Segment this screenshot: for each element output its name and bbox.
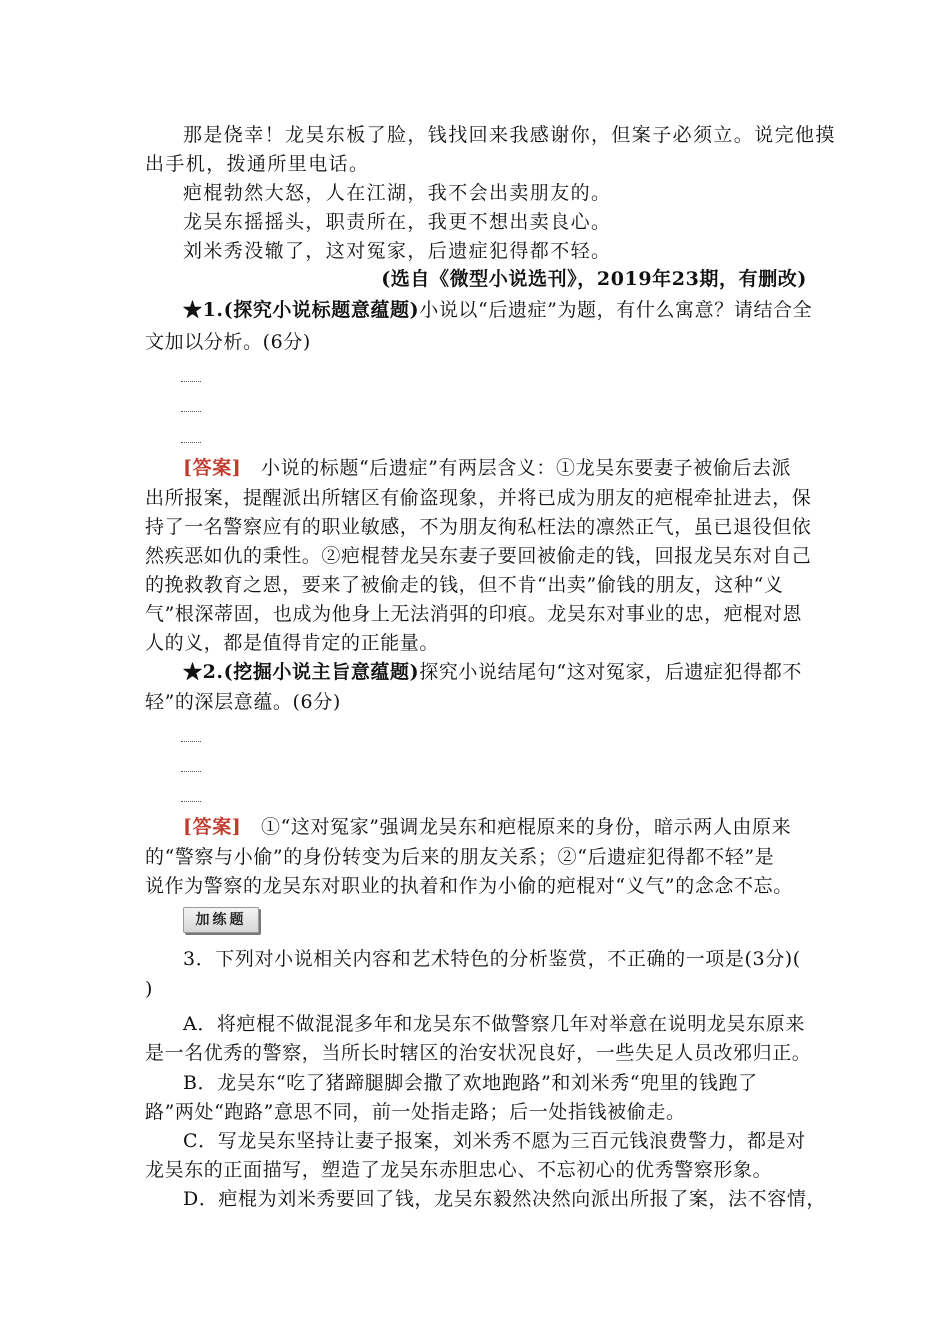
story-source [381,267,807,291]
story-line-3: 疤棍勃然大怒，人在江湖，我不会出卖朋友的。 [183,182,612,204]
answer-1-line-1 [183,456,863,480]
answer-1-line-3: 持了一名警察应有的职业敏感，不为朋友徇私枉法的凛然正气，虽已退役但依 [145,516,812,538]
option-c-line-1: C．写龙吴东坚持让妻子报案，刘米秀不愿为三百元钱浪费警力，都是对 [183,1130,806,1152]
option-a-line-1: A．将疤棍不做混混多年和龙吴东不做警察几年对举意在说明龙吴东原来 [183,1013,805,1035]
answer-label: [答案] [183,457,242,479]
question-2-text: 探究小说结尾句“这对冤家，后遗症犯得都不 [419,661,802,683]
answer-label: [答案] [183,816,242,838]
answer-1-line-5: 的挽救教育之恩，要来了被偷走的钱，但不肯“出卖”偷钱的朋友，这种“义 [145,574,784,596]
question-3-line-2: ) [145,978,154,1000]
option-c-line-2: 龙吴东的正面描写，塑造了龙吴东赤胆忠心、不忘初心的优秀警察形象。 [145,1159,773,1181]
answer-1-line-2: 出所报案，提醒派出所辖区有偷盗现象，并将已成为朋友的疤棍牵扯进去，保 [145,487,812,509]
answer-blank[interactable] [181,439,201,443]
source-text: (选自《微型小说选刊》，2019年23期，有删改) [381,268,807,290]
answer-2-line-1 [183,815,863,839]
story-line-4: 龙吴东摇摇头，职责所在，我更不想出卖良心。 [183,211,612,233]
story-line-2: 出手机，拨通所里电话。 [145,153,370,175]
question-1-line-2: 文加以分析。(6分) [145,331,311,353]
answer-1-text: 小说的标题“后遗症”有两层含义：①龙吴东要妻子被偷后去派 [241,457,792,479]
question-1-text: 小说以“后遗症”为题，有什么寓意？请结合全 [419,299,813,321]
story-line-5: 刘米秀没辙了，这对冤家，后遗症犯得都不轻。 [183,240,612,262]
answer-blank[interactable] [181,768,201,772]
question-3-line-1: 3．下列对小说相关内容和艺术特色的分析鉴赏，不正确的一项是(3分)( [183,948,801,970]
answer-blank[interactable] [181,798,201,802]
answer-2-line-3: 说作为警察的龙吴东对职业的执着和作为小偷的疤棍对“义气”的念念不忘。 [145,875,793,897]
option-d-line-1: D．疤棍为刘米秀要回了钱，龙吴东毅然决然向派出所报了案，法不容情， [183,1188,827,1210]
question-2-line-2: 轻”的深层意蕴。(6分) [145,691,341,713]
story-line-1: 那是侥幸！龙吴东板了脸，钱找回来我感谢你，但案子必须立。说完他摸 [183,124,836,146]
answer-1-line-4: 然疾恶如仇的秉性。②疤棍替龙吴东妻子要回被偷走的钱，回报龙吴东对自己 [145,545,812,567]
answer-1-line-7: 人的义，都是值得肯定的正能量。 [145,632,440,654]
option-b-line-1: B．龙吴东“吃了猪蹄腿脚会撒了欢地跑路”和刘米秀“兜里的钱跑了 [183,1072,758,1094]
answer-1-line-6: 气”根深蒂固，也成为他身上无法消弭的印痕。龙吴东对事业的忠，疤棍对恩 [145,603,803,625]
question-2-tag: ★2.(挖掘小说主旨意蕴题) [183,661,420,683]
question-2 [183,660,863,684]
extra-practice-badge: 加练题 [183,907,259,933]
question-1-tag: ★1.(探究小说标题意蕴题) [183,299,420,321]
option-b-line-2: 路”两处“跑路”意思不同，前一处指走路；后一处指钱被偷走。 [145,1101,686,1123]
answer-blank[interactable] [181,408,201,412]
option-a-line-2: 是一名优秀的警察，当所长时辖区的治安状况良好，一些失足人员改邪归正。 [145,1042,812,1064]
answer-blank[interactable] [181,378,201,382]
answer-2-line-2: 的“警察与小偷”的身份转变为后来的朋友关系；②“后遗症犯得都不轻”是 [145,846,775,868]
answer-2-text: ①“这对冤家”强调龙吴东和疤棍原来的身份，暗示两人由原来 [241,816,792,838]
answer-blank[interactable] [181,738,201,742]
question-1 [183,298,863,322]
